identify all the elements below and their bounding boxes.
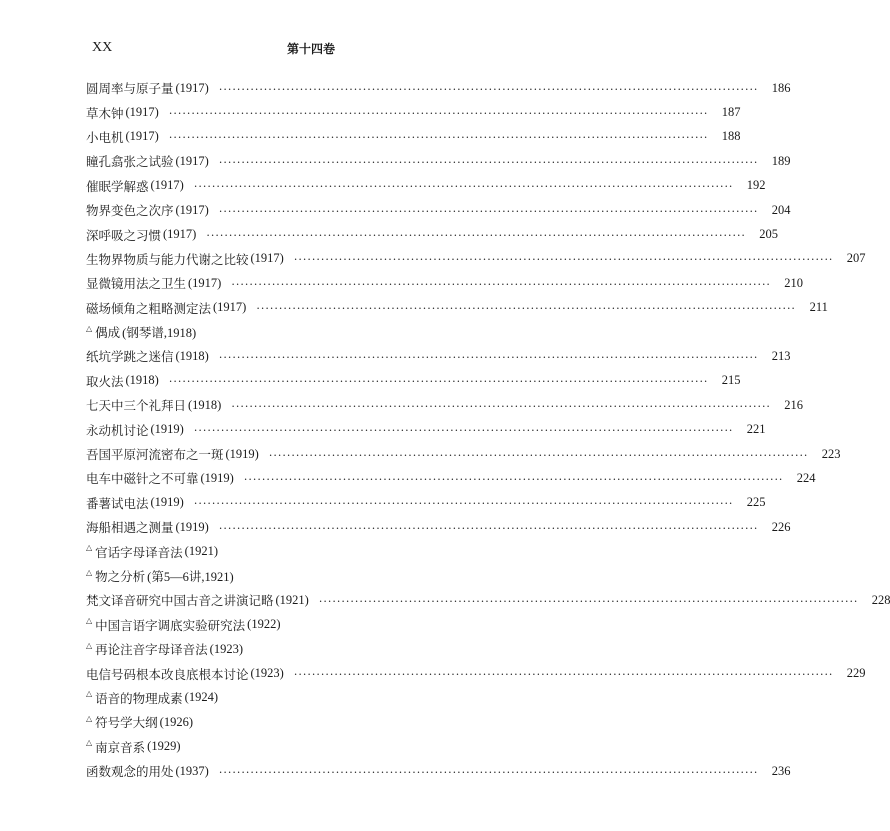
toc-entry-year: (1929) — [147, 739, 181, 754]
toc-entry-year: (1937) — [175, 763, 209, 778]
toc-entry-year: (1917) — [163, 227, 197, 242]
toc-entry — [86, 735, 534, 759]
toc-entry-year: (1917) — [125, 129, 159, 144]
toc-entry-title: 深呼吸之习惯 — [86, 227, 162, 243]
toc-entry — [86, 613, 534, 637]
dot-leader: ························································································································ — [168, 131, 709, 145]
toc-entry-year: (1923) — [250, 666, 284, 681]
toc-entry-year: (1919) — [225, 446, 259, 461]
dot-leader: ························································································································ — [193, 497, 734, 511]
toc-entry-year: (1918) — [188, 397, 222, 412]
toc-entry-title: 南京音系 — [95, 739, 146, 755]
toc-entry-page: 210 — [784, 275, 803, 290]
toc-entry-year: (1917) — [150, 178, 184, 193]
toc-entry-year: (1919) — [175, 519, 209, 534]
dot-leader: ························································································································ — [243, 472, 784, 486]
triangle-marker-icon: △ — [86, 543, 93, 553]
toc-entry — [86, 393, 803, 417]
toc-entry-title: 小电机 — [86, 129, 124, 145]
page-number-roman: XX — [92, 40, 113, 55]
toc-entry-year: (第5—6讲,1921) — [147, 570, 234, 584]
toc-entry-title: 催眠学解惑 — [86, 178, 149, 194]
toc-entry-page: 228 — [871, 592, 890, 607]
toc-entry-year: (1926) — [159, 714, 193, 729]
toc-entry-title: 纸坑学跳之迷信 — [86, 349, 174, 365]
toc-entry — [86, 515, 791, 539]
toc-entry — [86, 174, 766, 198]
dot-leader: ························································································································ — [193, 180, 734, 194]
triangle-marker-icon: △ — [86, 640, 93, 650]
toc-entry — [86, 149, 791, 173]
dot-leader: ························································································································ — [218, 350, 759, 364]
toc-entry-title: 永动机讨论 — [86, 422, 149, 438]
toc-entry-title: 再论注音字母译音法 — [95, 642, 208, 658]
toc-entry — [86, 491, 766, 515]
toc-entry-page: 187 — [721, 105, 741, 120]
toc-entry-title: 电信号码根本改良底根本讨论 — [86, 666, 249, 682]
toc-entry-year: (1919) — [200, 470, 234, 485]
triangle-marker-icon: △ — [86, 323, 93, 333]
toc-entry-year: (1923) — [209, 641, 243, 656]
toc-entry-title: 梵文译音研究中国古音之讲演记略 — [86, 593, 274, 609]
toc-entry — [86, 710, 534, 734]
dot-leader: ························································································································ — [231, 399, 771, 413]
toc-entry-year: (1917) — [188, 275, 222, 290]
toc-entry-year: (1922) — [247, 617, 281, 632]
toc-entry-page: 226 — [771, 519, 791, 534]
dot-leader: ························································································································ — [168, 375, 709, 389]
toc-entry-year: (1924) — [184, 690, 218, 705]
toc-entry — [86, 271, 803, 295]
dot-leader: ························································································································ — [231, 277, 771, 291]
page-header — [88, 40, 534, 60]
toc-entry — [86, 320, 534, 344]
dot-leader: ························································································································ — [168, 107, 709, 121]
toc-entry-page: 216 — [784, 397, 803, 412]
toc-entry — [86, 539, 534, 563]
dot-leader: ························································································································ — [293, 668, 834, 682]
toc-entry — [86, 661, 866, 685]
toc-entry-title: 函数观念的用处 — [86, 764, 174, 780]
toc-entry-page: 223 — [821, 446, 841, 461]
toc-entry-title: 取火法 — [86, 373, 124, 389]
toc-entry-title: 偶成 — [95, 325, 121, 341]
toc-entry-page: 236 — [771, 763, 791, 778]
toc-entry — [86, 125, 741, 149]
toc-entry-year: (1921) — [275, 592, 309, 607]
toc-entry — [86, 564, 534, 588]
toc-entry — [86, 466, 816, 490]
toc-entry-title: 显微镜用法之卫生 — [86, 276, 187, 292]
toc-entry — [86, 686, 534, 710]
toc-entry-page: 224 — [796, 470, 816, 485]
toc-entry-year: (1917) — [175, 80, 209, 95]
toc-entry-title: 中国言语字调底实验研究法 — [95, 617, 246, 633]
toc-entry-year: (1919) — [150, 422, 184, 437]
dot-leader: ························································································································ — [268, 448, 809, 462]
toc-entry-title: 海船相遇之测量 — [86, 520, 174, 536]
dot-leader: ························································································································ — [218, 204, 759, 218]
toc-entry-title: 生物界物质与能力代谢之比较 — [86, 251, 249, 267]
toc-entry-title: 物之分析 — [95, 569, 146, 584]
toc-entry-page: 225 — [746, 495, 766, 510]
toc-entry-page: 213 — [771, 348, 791, 363]
toc-entry-year: (1918) — [175, 348, 209, 363]
toc-entry — [86, 588, 890, 612]
toc-entry-page: 186 — [771, 80, 791, 95]
triangle-marker-icon: △ — [86, 567, 93, 577]
toc-entry — [86, 369, 741, 393]
toc-entry-title: 七天中三个礼拜日 — [86, 398, 187, 414]
toc-entry-page: 192 — [746, 178, 766, 193]
dot-leader: ························································································································ — [256, 302, 796, 316]
toc-entry-page: 215 — [721, 373, 741, 388]
toc-entry-title: 圆周率与原子量 — [86, 81, 174, 97]
toc-entry — [86, 100, 741, 124]
dot-leader: ························································································································ — [193, 424, 734, 438]
toc-entry — [86, 76, 791, 100]
toc-entry-year: (1917) — [213, 300, 247, 315]
toc-entry-page: 207 — [846, 251, 866, 266]
toc-entry-title: 物界变色之次序 — [86, 203, 174, 219]
toc-entry — [86, 296, 828, 320]
dot-leader: ························································································································ — [293, 253, 834, 267]
toc-entry-title: 草木钟 — [86, 105, 124, 121]
dot-leader: ························································································································ — [206, 229, 746, 243]
toc-entry-page: 204 — [771, 202, 791, 217]
toc-entry-page: 188 — [721, 129, 741, 144]
toc-entry-page: 211 — [809, 300, 828, 315]
toc-entry — [86, 247, 866, 271]
toc-entry-page: 229 — [846, 666, 866, 681]
toc-entry-year: (1921) — [184, 544, 218, 559]
toc-entry — [86, 637, 534, 661]
toc-entry-title: 官话字母译音法 — [95, 544, 183, 560]
dot-leader: ························································································································ — [218, 765, 759, 779]
dot-leader: ························································································································ — [318, 594, 859, 608]
triangle-marker-icon: △ — [86, 738, 93, 748]
table-of-contents — [86, 76, 890, 783]
toc-entry — [86, 442, 841, 466]
toc-entry — [86, 759, 791, 783]
toc-entry-title: 语音的物理成素 — [95, 690, 183, 706]
triangle-marker-icon: △ — [86, 713, 93, 723]
dot-leader: ························································································································ — [218, 521, 759, 535]
toc-entry — [86, 222, 778, 246]
toc-entry-title: 电车中磁针之不可靠 — [86, 471, 199, 487]
toc-entry-year: (1919) — [150, 495, 184, 510]
toc-entry-page: 189 — [771, 153, 791, 168]
triangle-marker-icon: △ — [86, 689, 93, 699]
toc-entry-year: (1917) — [175, 153, 209, 168]
toc-entry-year: (1917) — [250, 251, 284, 266]
toc-entry — [86, 417, 766, 441]
dot-leader: ························································································································ — [218, 82, 759, 96]
toc-entry-title: 符号学大纲 — [95, 715, 158, 731]
toc-entry-page: 205 — [759, 227, 778, 242]
triangle-marker-icon: △ — [86, 616, 93, 626]
toc-entry-year: (1917) — [175, 202, 209, 217]
toc-entry — [86, 198, 791, 222]
toc-entry-title: 吾国平原河流密布之一斑 — [86, 447, 224, 463]
dot-leader: ························································································································ — [218, 155, 759, 169]
toc-entry-title: 番薯试电法 — [86, 495, 149, 511]
toc-entry — [86, 344, 791, 368]
volume-title: 第十四卷 — [286, 42, 335, 56]
toc-entry-page: 221 — [746, 422, 766, 437]
toc-entry-year: (1917) — [125, 105, 159, 120]
toc-entry-year: (钢琴谱,1918) — [122, 326, 197, 341]
toc-entry-year: (1918) — [125, 373, 159, 388]
toc-entry-title: 瞳孔翕张之试验 — [86, 154, 174, 170]
toc-entry-title: 磁场倾角之粗略测定法 — [86, 300, 212, 316]
